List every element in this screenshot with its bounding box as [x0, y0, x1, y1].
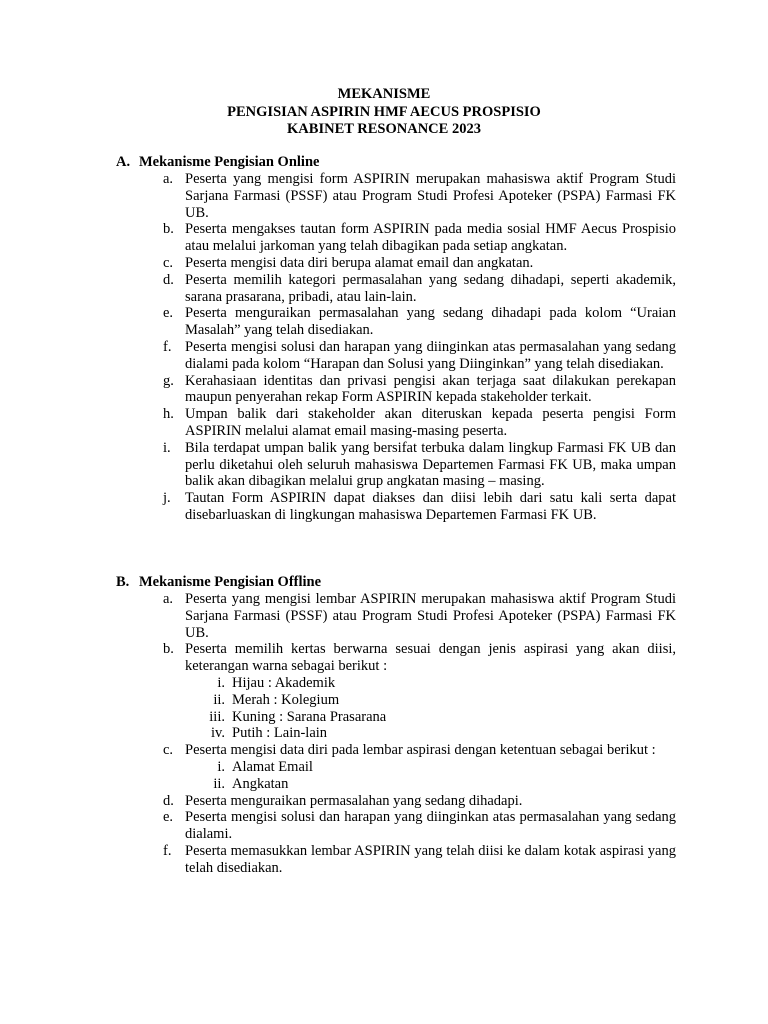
sub-item-text: Putih : Lain-lain	[232, 725, 328, 742]
sub-list-item	[116, 725, 676, 742]
item-text: Tautan Form ASPIRIN dapat diakses dan diisi lebih dari satu kali serta dapat disebarluaskan di lingkungan mahasiswa Departemen Farmasi FK UB.	[185, 490, 676, 523]
header-title: MEKANISME	[337, 86, 431, 102]
sub-item-number: iii.	[209, 708, 225, 725]
list-item	[116, 255, 676, 272]
list-item	[116, 809, 676, 843]
item-label: a.	[163, 171, 174, 187]
item-label: a.	[163, 591, 174, 607]
section-offline	[116, 574, 676, 877]
sub-item-text: Alamat Email	[232, 758, 313, 775]
sub-item-text: Hijau : Akademik	[232, 674, 336, 691]
item-text: Bila terdapat umpan balik yang bersifat terbuka dalam lingkup Farmasi FK UB dan perlu diketahui oleh seluruh mahasiswa Departemen Farmasi FK UB, maka umpan balik akan dibagikan melalui grup angkatan masing – masing.	[185, 439, 676, 490]
sub-list	[116, 759, 676, 793]
item-label: h.	[163, 406, 174, 423]
list-item	[116, 373, 676, 407]
list-item	[116, 591, 676, 641]
item-label: g.	[163, 372, 174, 389]
list-item	[116, 272, 676, 306]
list-item	[116, 305, 676, 339]
item-label: j.	[163, 490, 171, 507]
sub-list-item	[116, 675, 676, 692]
list-item	[116, 843, 676, 877]
sub-item-text: Angkatan	[232, 775, 289, 792]
item-label: b.	[163, 641, 174, 658]
item-label: c.	[163, 254, 174, 271]
document-header	[0, 86, 768, 139]
item-label: e.	[163, 809, 174, 826]
item-label: c.	[163, 742, 174, 759]
list-item	[116, 440, 676, 490]
sub-list	[116, 675, 676, 742]
header-cabinet: KABINET RESONANCE 2023	[287, 121, 481, 137]
item-label: d.	[163, 792, 174, 809]
sub-list-item	[116, 759, 676, 776]
item-text: Peserta mengisi data diri pada lembar aspirasi dengan ketentuan sebagai berikut :	[185, 742, 656, 759]
item-text: Umpan balik dari stakeholder akan diteruskan kepada peserta pengisi Form ASPIRIN melalui alamat email masing-masing peserta.	[185, 406, 676, 439]
list-item	[116, 490, 676, 524]
item-text: Peserta memilih kertas berwarna sesuai dengan jenis aspirasi yang akan diisi, keterangan warna sebagai berikut :	[185, 641, 676, 675]
item-text: Peserta memilih kategori permasalahan yang sedang dihadapi, seperti akademik, sarana prasarana, pribadi, atau lain-lain.	[185, 271, 676, 305]
sub-item-number: i.	[217, 674, 225, 691]
item-label: f.	[163, 338, 172, 355]
item-list	[116, 591, 676, 877]
item-label: f.	[163, 842, 172, 859]
sub-item-number: iv.	[211, 725, 225, 742]
section-title: Mekanisme Pengisian Online	[139, 154, 320, 170]
sub-list-item	[116, 776, 676, 793]
list-item	[116, 406, 676, 440]
list-item	[116, 339, 676, 373]
item-label: d.	[163, 271, 174, 288]
section-heading	[116, 574, 676, 591]
item-text: Peserta yang mengisi lembar ASPIRIN merupakan mahasiswa aktif Program Studi Sarjana Farmasi (PSSF) atau Program Studi Profesi Apoteker (PSPA) Farmasi FK UB.	[185, 591, 676, 641]
section-letter: A.	[116, 154, 131, 170]
section-heading	[116, 154, 676, 171]
section-online	[116, 154, 676, 524]
section-title: Mekanisme Pengisian Offline	[139, 574, 322, 590]
item-text: Kerahasiaan identitas dan privasi pengisi akan terjaga saat dilakukan perekapan maupun penyerahan rekap Form ASPIRIN kepada stakeholder terkait.	[185, 372, 676, 406]
item-text: Peserta yang mengisi form ASPIRIN merupakan mahasiswa aktif Program Studi Sarjana Farmasi (PSSF) atau Program Studi Profesi Apoteker (PSPA) Farmasi FK UB.	[185, 171, 676, 221]
sub-item-number: i.	[217, 758, 225, 775]
list-item	[116, 641, 676, 675]
list-item	[116, 171, 676, 221]
sub-item-text: Kuning : Sarana Prasarana	[232, 708, 387, 725]
item-label: e.	[163, 305, 174, 322]
header-subtitle: PENGISIAN ASPIRIN HMF AECUS PROSPISIO	[227, 103, 541, 120]
item-list	[116, 171, 676, 524]
item-text: Peserta mengisi data diri berupa alamat email dan angkatan.	[185, 254, 534, 271]
sub-list-item	[116, 692, 676, 709]
section-letter: B.	[116, 574, 130, 590]
item-text: Peserta menguraikan permasalahan yang sedang dihadapi.	[185, 792, 523, 809]
sub-item-number: ii.	[213, 775, 225, 792]
item-text: Peserta mengisi solusi dan harapan yang diinginkan atas permasalahan yang sedang dialami.	[185, 809, 676, 843]
item-text: Peserta mengisi solusi dan harapan yang diinginkan atas permasalahan yang sedang dialami pada kolom “Harapan dan Solusi yang Diinginkan” yang telah disediakan.	[185, 338, 676, 372]
item-text: Peserta menguraikan permasalahan yang sedang dihadapi pada kolom “Uraian Masalah” yang telah disediakan.	[185, 305, 676, 339]
sub-item-text: Merah : Kolegium	[232, 691, 340, 708]
item-label: b.	[163, 221, 174, 238]
item-text: Peserta mengakses tautan form ASPIRIN pada media sosial HMF Aecus Prospisio atau melalui jarkoman yang telah dibagikan pada setiap angkatan.	[185, 221, 676, 255]
sub-item-number: ii.	[213, 691, 225, 708]
list-item	[116, 221, 676, 255]
item-label: i.	[163, 439, 171, 456]
list-item	[116, 742, 676, 759]
item-text: Peserta memasukkan lembar ASPIRIN yang telah diisi ke dalam kotak aspirasi yang telah disediakan.	[185, 842, 676, 876]
list-item	[116, 793, 676, 810]
sub-list-item	[116, 709, 676, 726]
